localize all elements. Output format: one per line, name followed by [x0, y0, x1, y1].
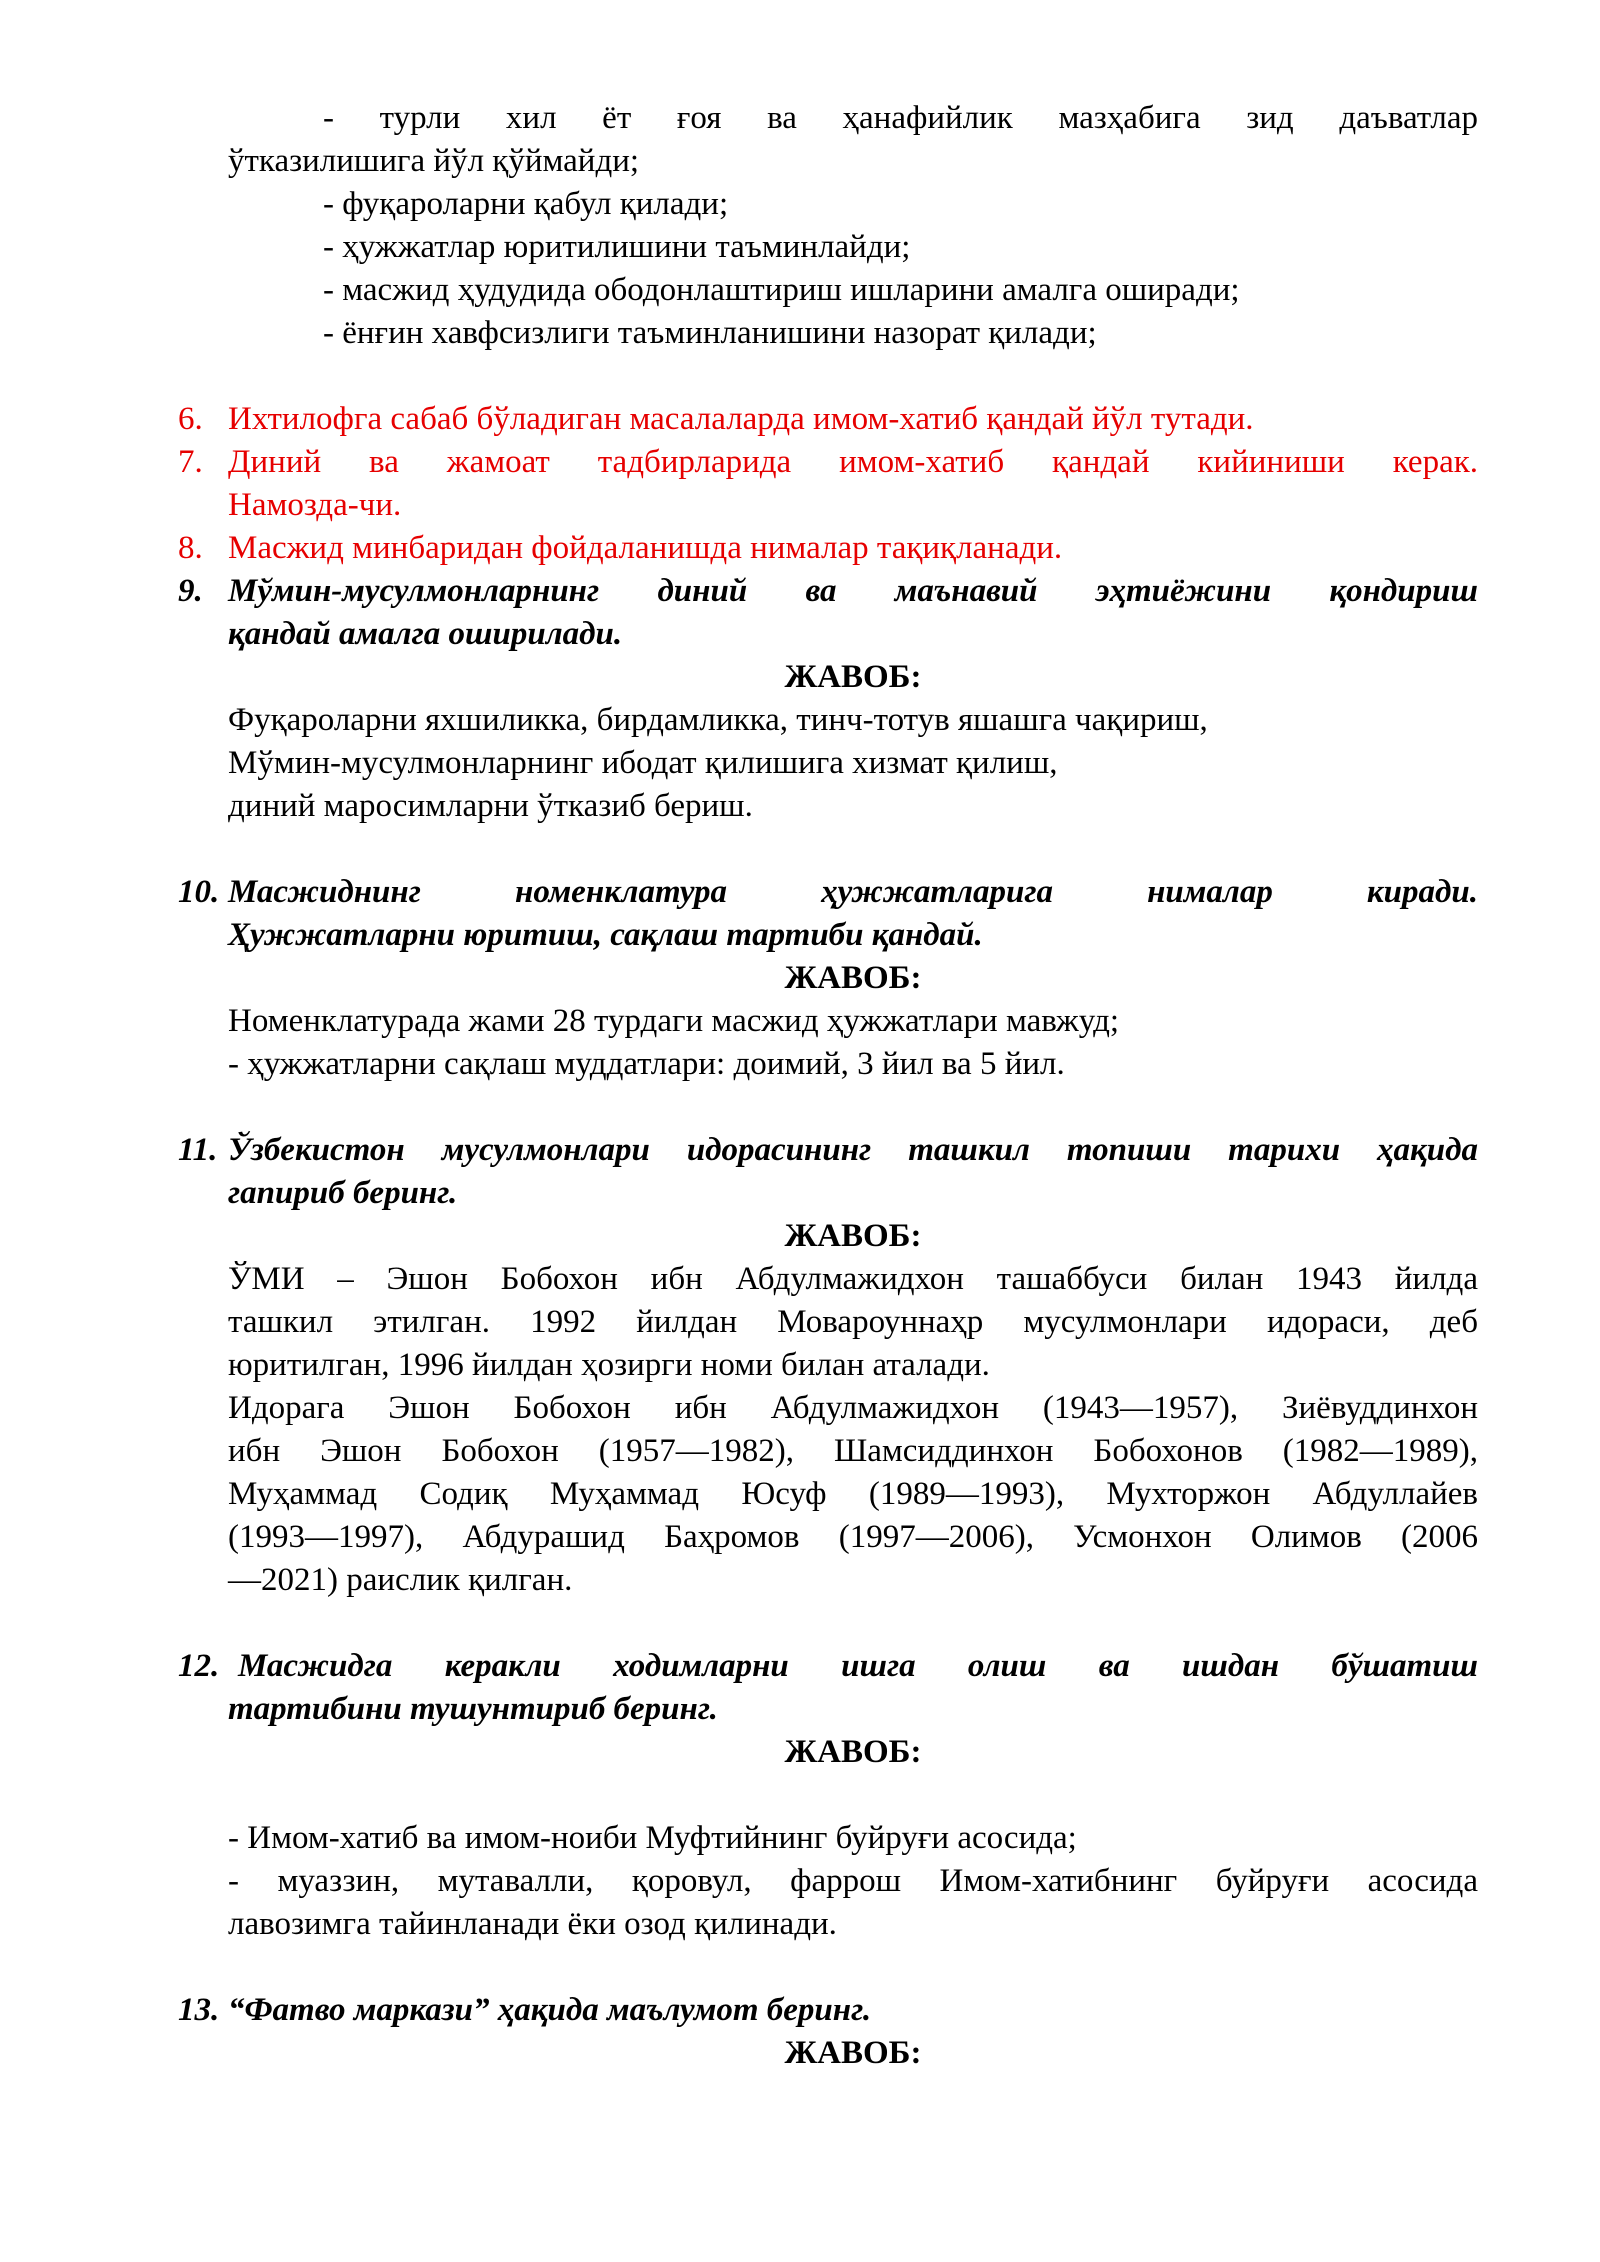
answer-label: ЖАВОБ: [784, 1218, 922, 1254]
answer-label: ЖАВОБ: [784, 659, 922, 695]
answer-line: Фуқароларни яхшиликка, бирдамликка, тинч-тотув яшашга чақириш, [228, 702, 1208, 738]
answer-line: - муаззин, мутавалли, қоровул, фаррош Имом-хатибнинг буйруғи асосида [228, 1863, 1478, 1899]
answer-label: ЖАВОБ: [784, 1734, 922, 1770]
answer-line: юритилган, 1996 йилдан ҳозирги номи билан аталади. [228, 1347, 990, 1383]
answer-line: Мўмин-мусулмонларнинг ибодат қилишига хизмат қилиш, [228, 745, 1058, 781]
answer-line: —2021) раислик қилган. [228, 1562, 573, 1598]
question-title-cont: Ҳужжатларни юритиш, сақлаш тартиби қандай. [228, 917, 983, 953]
question-number: 11. [178, 1132, 218, 1168]
answer-line: Муҳаммад Содиқ Муҳаммад Юсуф (1989—1993), Мухторжон Абдуллайев [228, 1476, 1478, 1512]
intro-item: - масжид ҳудудида ободонлаштириш ишларини амалга оширади; [323, 272, 1240, 308]
question-text: Ихтилофга сабаб бўладиган масалаларда имом-хатиб қандай йўл тутади. [228, 401, 1254, 437]
question-title-cont: қандай амалга оширилади. [228, 616, 623, 652]
answer-line: Идорага Эшон Бобохон ибн Абдулмажидхон (1943—1957), Зиёвуддинхон [228, 1390, 1478, 1426]
answer-line: (1993—1997), Абдурашид Баҳромов (1997—2006), Усмонхон Олимов (2006 [228, 1519, 1478, 1555]
answer-line: Номенклатурада жами 28 турдаги масжид ҳужжатлари мавжуд; [228, 1003, 1120, 1039]
question-title: Масжидга керакли ходимларни ишга олиш ва ишдан бўшатиш [238, 1648, 1478, 1684]
question-number: 9. [178, 573, 203, 609]
question-number: 7. [178, 444, 203, 480]
answer-line: диний маросимларни ўтказиб бериш. [228, 788, 753, 824]
intro-item: - фуқароларни қабул қилади; [323, 186, 729, 222]
intro-item: - ҳужжатлар юритилишини таъминлайди; [323, 229, 911, 265]
question-number: 13. [178, 1992, 220, 2028]
question-title: Масжиднинг номенклатура ҳужжатларига нималар киради. [228, 874, 1478, 910]
intro-line-1: - турли хил ёт ғоя ва ҳанафийлик мазҳабига зид даъватлар [323, 100, 1478, 136]
question-text: Диний ва жамоат тадбирларида имом-хатиб қандай кийиниши керак. [228, 444, 1478, 480]
question-title-cont: тартибини тушунтириб беринг. [228, 1691, 718, 1727]
question-title: “Фатво маркази” ҳақида маълумот беринг. [228, 1992, 872, 2028]
question-title: Мўмин-мусулмонларнинг диний ва маънавий эҳтиёжини қондириш [228, 573, 1478, 609]
answer-line: ЎМИ – Эшон Бобохон ибн Абдулмажидхон ташаббуси билан 1943 йилда [228, 1261, 1478, 1297]
answer-label: ЖАВОБ: [784, 960, 922, 996]
answer-line: лавозимга тайинланади ёки озод қилинади. [228, 1906, 837, 1942]
question-number: 10. [178, 874, 220, 910]
answer-line: - ҳужжатларни сақлаш муддатлари: доимий, 3 йил ва 5 йил. [228, 1046, 1065, 1082]
question-text-cont: Намозда-чи. [228, 487, 402, 523]
question-number: 12. [178, 1648, 220, 1684]
question-number: 8. [178, 530, 203, 566]
intro-item: - ёнғин хавфсизлиги таъминланишини назорат қилади; [323, 315, 1097, 351]
question-title: Ўзбекистон мусулмонлари идорасининг ташкил топиши тарихи ҳақида [228, 1132, 1478, 1168]
answer-label: ЖАВОБ: [784, 2035, 922, 2071]
question-number: 6. [178, 401, 203, 437]
question-text: Масжид минбаридан фойдаланишда нималар тақиқланади. [228, 530, 1063, 566]
answer-line: ибн Эшон Бобохон (1957—1982), Шамсиддинхон Бобохонов (1982—1989), [228, 1433, 1478, 1469]
intro-line-1-cont: ўтказилишига йўл қўймайди; [228, 143, 640, 179]
question-title-cont: гапириб беринг. [228, 1175, 458, 1211]
answer-line: - Имом-хатиб ва имом-ноиби Муфтийнинг буйруғи асосида; [228, 1820, 1077, 1856]
answer-line: ташкил этилган. 1992 йилдан Мовароуннаҳр мусулмонлари идораси, деб [228, 1304, 1478, 1340]
